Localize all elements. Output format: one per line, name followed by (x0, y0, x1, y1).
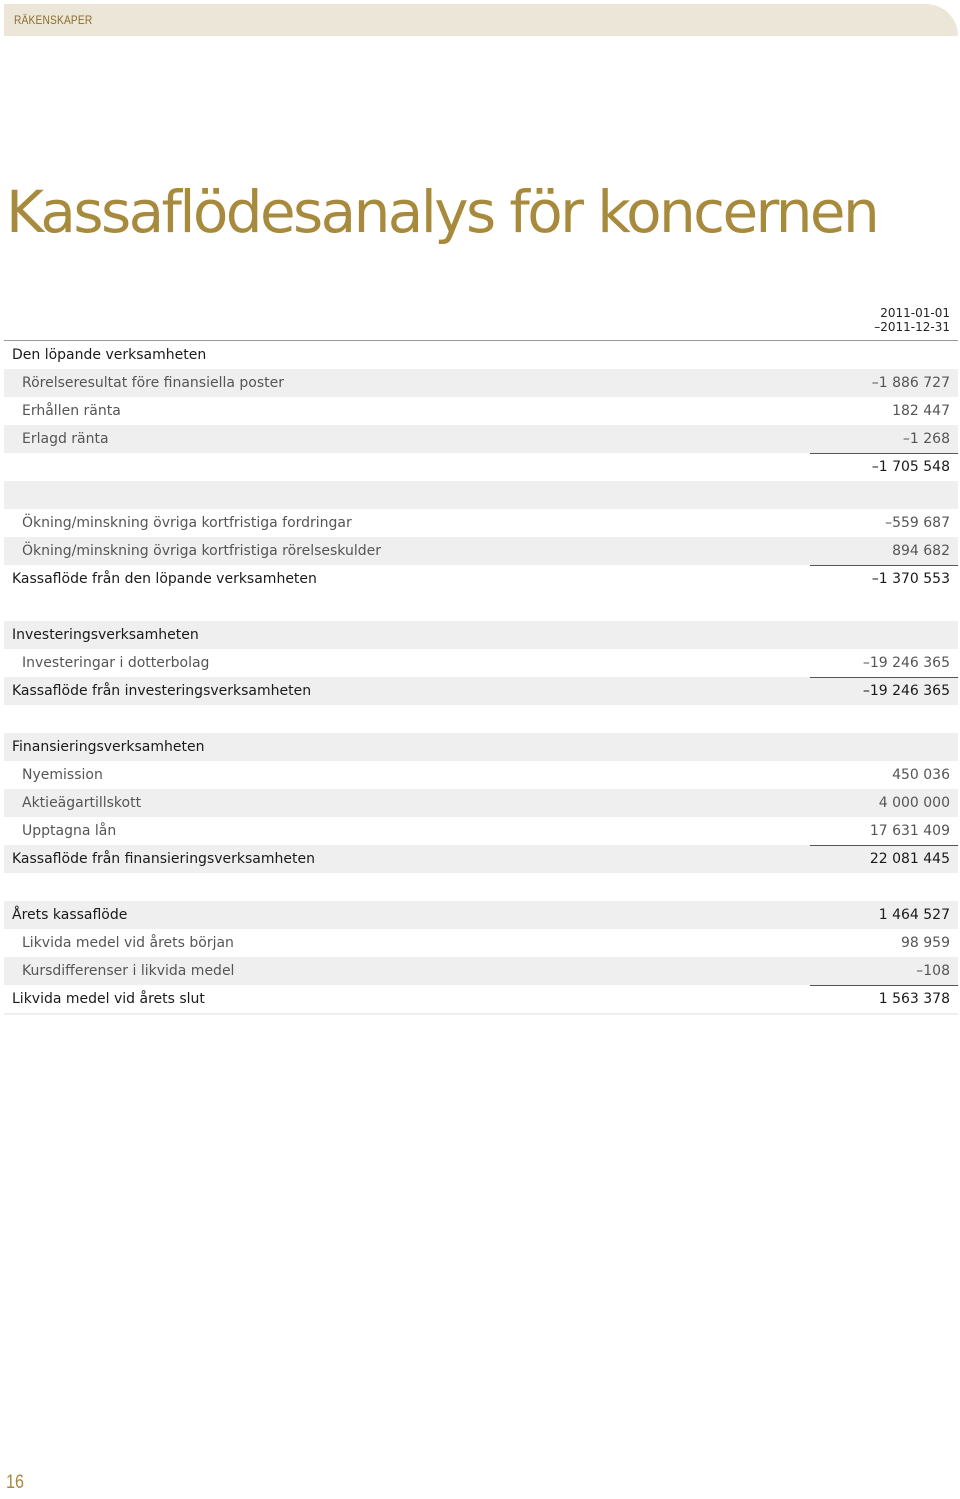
row-label: Erlagd ränta (22, 431, 109, 447)
closing-cash-row (4, 985, 958, 1013)
row-value: 182 447 (892, 403, 950, 419)
spacer (4, 873, 958, 901)
section-header-bar (4, 4, 958, 36)
row-value: –559 687 (885, 515, 950, 531)
row-value: –1 268 (902, 431, 950, 447)
page-title: Kassaflödesanalys för koncernen (6, 178, 878, 246)
total-row-financing (4, 845, 958, 873)
section-heading-financing (4, 733, 958, 761)
table-row (4, 537, 958, 565)
subtotal-row (4, 453, 958, 481)
table-row (4, 397, 958, 425)
row-value: 17 631 409 (869, 823, 950, 839)
row-value: –108 (916, 963, 950, 979)
section-heading-operating (4, 341, 958, 369)
period-start: 2011-01-01 (880, 306, 950, 320)
row-label: Investeringsverksamheten (12, 627, 199, 643)
row-label: Kassaflöde från finansieringsverksamheten (12, 851, 315, 867)
table-row (4, 817, 958, 845)
row-label: Ökning/minskning övriga kortfristiga fordringar (22, 515, 352, 531)
spacer (4, 705, 958, 733)
row-label: Kursdifferenser i likvida medel (22, 963, 235, 979)
table-row (4, 425, 958, 453)
row-value: 1 464 527 (878, 907, 950, 923)
year-cash-flow-row (4, 901, 958, 929)
spacer (4, 593, 958, 621)
row-label: Likvida medel vid årets slut (12, 991, 205, 1007)
row-label: Aktieägartillskott (22, 795, 142, 811)
row-label: Investeringar i dotterbolag (22, 655, 210, 671)
row-value: –1 370 553 (871, 571, 950, 587)
row-value: 4 000 000 (878, 795, 950, 811)
page-number: 16 (6, 1472, 24, 1493)
column-header (4, 302, 958, 341)
row-label: Årets kassaflöde (12, 907, 128, 923)
spacer-row (4, 1013, 958, 1015)
row-value: –1 886 727 (871, 375, 950, 391)
period-end: –2011-12-31 (874, 320, 950, 334)
row-label: Upptagna lån (22, 823, 117, 839)
row-label: Den löpande verksamheten (12, 347, 207, 363)
row-value: 450 036 (892, 767, 950, 783)
row-label: Erhållen ränta (22, 403, 121, 419)
table-row (4, 761, 958, 789)
total-row-operating (4, 565, 958, 593)
table-row (4, 929, 958, 957)
table-row (4, 509, 958, 537)
subtotal-value: –1 705 548 (871, 459, 950, 475)
row-label: Finansieringsverksamheten (12, 739, 205, 755)
table-row (4, 957, 958, 985)
total-row-investing (4, 677, 958, 705)
row-value: 1 563 378 (878, 991, 950, 1007)
spacer-row (4, 481, 958, 509)
row-value: 22 081 445 (869, 851, 950, 867)
row-value: 894 682 (892, 543, 950, 559)
section-heading-investing (4, 621, 958, 649)
row-label: Kassaflöde från investeringsverksamheten (12, 683, 312, 699)
table-row (4, 789, 958, 817)
row-value: 98 959 (901, 935, 950, 951)
row-label: Kassaflöde från den löpande verksamheten (12, 571, 317, 587)
row-label: Rörelseresultat före finansiella poster (22, 375, 285, 391)
cash-flow-table (4, 302, 958, 1015)
row-value: –19 246 365 (862, 655, 950, 671)
row-label: Likvida medel vid årets början (22, 935, 234, 951)
table-row (4, 369, 958, 397)
section-label: RÄKENSKAPER (14, 13, 93, 27)
row-label: Ökning/minskning övriga kortfristiga rörelseskulder (22, 543, 381, 559)
row-value: –19 246 365 (862, 683, 950, 699)
table-row (4, 649, 958, 677)
row-label: Nyemission (22, 767, 103, 783)
